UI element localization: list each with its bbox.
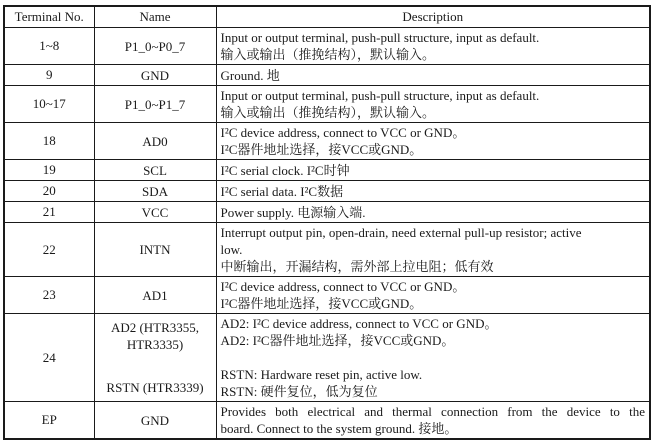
table-row-pin-24 <box>4 314 650 402</box>
pin-name: AD0 <box>142 133 168 149</box>
table-row-pin-21 <box>4 202 650 223</box>
pin-name: GND <box>140 67 170 83</box>
pin-name-ad2-cont: HTR3335) <box>126 337 184 352</box>
description-cell <box>216 160 650 181</box>
description-line-cn: 输入或输出（推挽结构），默认输入。 <box>220 47 436 62</box>
pin-name: SCL <box>143 162 167 178</box>
description-cell <box>216 223 650 277</box>
pin-name-cell <box>94 123 216 160</box>
table-header-row <box>4 6 650 28</box>
description-cell <box>216 202 650 223</box>
pin-name-cell <box>94 202 216 223</box>
description-line: Ground. 地 <box>220 67 280 83</box>
pin-name-cell <box>94 277 216 314</box>
description-cell <box>216 181 650 202</box>
description-cell <box>216 65 650 86</box>
pin-name-rstn: RSTN (HTR3339) <box>106 380 204 395</box>
terminal-no-cell: 1~8 <box>4 28 94 65</box>
terminal-no-cell: 20 <box>4 181 94 202</box>
description-line: board. Connect to the system ground. 接地。 <box>220 421 458 436</box>
col-header-description: Description <box>216 6 650 28</box>
table-row-pin-19 <box>4 160 650 181</box>
description-line-cn: 输入或输出（推挽结构），默认输入。 <box>220 105 436 120</box>
description-line: I²C device address, connect to VCC or GND。 <box>220 279 466 294</box>
description-line: I²C device address, connect to VCC or GND。 <box>220 125 466 140</box>
pin-name: P1_0~P0_7 <box>124 38 186 54</box>
pin-name: INTN <box>139 242 171 257</box>
table-row-pin-ep <box>4 402 650 440</box>
description-line: Input or output terminal, push-pull structure, input as default. <box>220 30 540 45</box>
description-line-cn: 中断输出，开漏结构，需外部上拉电阻；低有效 <box>220 259 494 274</box>
pin-name: AD1 <box>142 287 168 303</box>
terminal-no-cell: 10~17 <box>4 86 94 123</box>
table-row-pin-23 <box>4 277 650 314</box>
pin-name-cell <box>94 314 216 402</box>
terminal-no-cell: 9 <box>4 65 94 86</box>
description-cell <box>216 28 650 65</box>
description-line: I²C serial data. I²C数据 <box>220 183 344 199</box>
spacer <box>99 353 212 379</box>
terminal-no-cell: 24 <box>4 314 94 402</box>
description-cell <box>216 314 650 402</box>
description-cell <box>216 402 650 440</box>
pin-name-cell <box>94 223 216 277</box>
description-line-cn: RSTN: 硬件复位，低为复位 <box>220 384 378 399</box>
table-row-pins-10-17 <box>4 86 650 123</box>
terminal-no-cell: 18 <box>4 123 94 160</box>
description-cell <box>216 86 650 123</box>
pin-name-cell <box>94 86 216 123</box>
table-row-pin-20 <box>4 181 650 202</box>
description-line: Power supply. 电源输入端. <box>220 204 366 220</box>
col-header-terminal-no: Terminal No. <box>4 6 94 28</box>
description-cell <box>216 123 650 160</box>
terminal-no-cell: EP <box>4 402 94 440</box>
pin-name: SDA <box>141 183 168 199</box>
col-header-name: Name <box>94 6 216 28</box>
description-line: Provides both electrical and thermal connection from the device to the <box>220 404 645 419</box>
description-line-cn: I²C器件地址选择，接VCC或GND。 <box>220 296 423 311</box>
description-line: Input or output terminal, push-pull structure, input as default. <box>220 88 540 103</box>
pin-name-ad2: AD2 (HTR3355, <box>110 320 200 335</box>
table-row-pin-22 <box>4 223 650 277</box>
pin-name-cell <box>94 65 216 86</box>
description-line-cn: I²C器件地址选择，接VCC或GND。 <box>220 142 423 157</box>
pin-name-cell <box>94 402 216 440</box>
spacer <box>221 349 646 366</box>
table-row-pins-1-8 <box>4 28 650 65</box>
pin-name: GND <box>140 412 170 428</box>
pin-name-cell <box>94 160 216 181</box>
pin-name: VCC <box>141 204 169 220</box>
pin-name-cell <box>94 181 216 202</box>
terminal-no-cell: 21 <box>4 202 94 223</box>
table-row-pin-18 <box>4 123 650 160</box>
description-line: AD2: I²C device address, connect to VCC or GND。 <box>220 316 498 331</box>
table-row-pin-9 <box>4 65 650 86</box>
description-line-cn: AD2: I²C器件地址选择，接VCC或GND。 <box>220 333 455 348</box>
description-cell <box>216 277 650 314</box>
description-line: RSTN: Hardware reset pin, active low. <box>220 367 423 382</box>
terminal-no-cell: 23 <box>4 277 94 314</box>
terminal-no-cell: 19 <box>4 160 94 181</box>
description-line: Interrupt output pin, open-drain, need external pull-up resistor; active <box>220 225 582 240</box>
pin-description-table <box>3 5 651 440</box>
terminal-no-cell: 22 <box>4 223 94 277</box>
description-line: low. <box>220 242 243 257</box>
pin-name: P1_0~P1_7 <box>124 96 186 112</box>
pin-name-cell <box>94 28 216 65</box>
description-line: I²C serial clock. I²C时钟 <box>220 162 350 178</box>
